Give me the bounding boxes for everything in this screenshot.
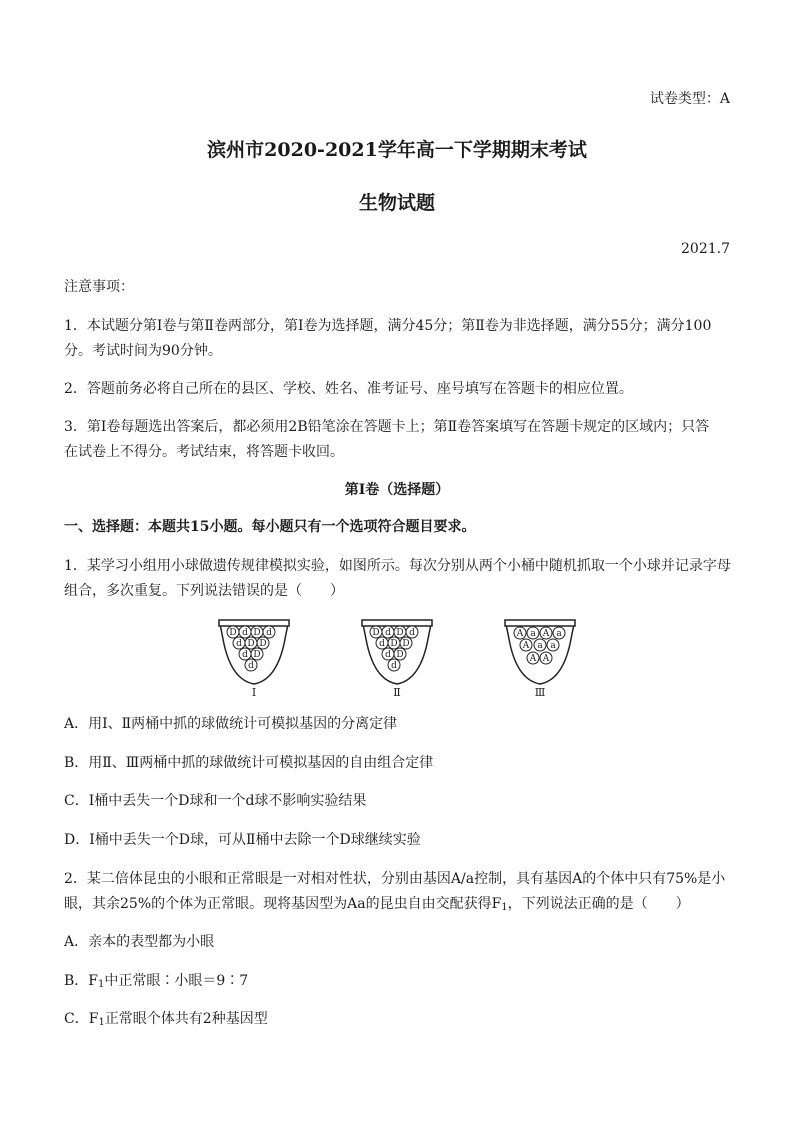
question-2-option-b-post: 中正常眼∶小眼＝9∶7: [104, 973, 249, 989]
note-1-line-2: 分。考试时间为90分钟。: [64, 343, 222, 359]
question-1-option-c: C．Ⅰ桶中丢失一个D球和一个d球不影响实验结果: [64, 793, 367, 809]
exam-date: 2021.7: [681, 241, 730, 257]
ball-label-1-7: D: [259, 639, 267, 649]
ball-label-1-10: d: [248, 661, 254, 671]
question-2-option-b-pre: B．F: [64, 973, 99, 989]
ball-label-1-8: d: [242, 650, 248, 660]
notes-heading: 注意事项：: [64, 279, 134, 295]
question-2-stem-line-2: [64, 893, 690, 915]
question-2-option-c-post: 正常眼个体共有2种基因型: [104, 1011, 268, 1027]
ball-label-1-5: d: [236, 639, 242, 649]
question-2-stem-line-1: 2．某二倍体昆虫的小眼和正常眼是一对相对性状，分别由基因A/a控制，具有基因A的个体中只有75%是小: [64, 871, 726, 887]
bucket-3-label: Ⅲ: [534, 686, 546, 698]
note-1-line-1: 1．本试题分第Ⅰ卷与第Ⅱ卷两部分，第Ⅰ卷为选择题，满分45分；第Ⅱ卷为非选择题，满分55分；满分100: [64, 318, 712, 334]
bucket-3: [505, 620, 575, 698]
ball-label-2-7: D: [402, 639, 410, 649]
question-2-option-c: [64, 1008, 268, 1030]
bucket-figure: [0, 616, 794, 698]
ball-label-2-5: d: [379, 639, 385, 649]
question-1-stem-line-1: 1．某学习小组用小球做遗传规律模拟实验，如图所示。每次分别从两个小桶中随机抓取一个小球并记录字母: [64, 558, 731, 574]
ball-label-3-2: a: [530, 629, 536, 639]
section-instruction: 一、选择题：本题共15小题。每小题只有一个选项符合题目要求。: [64, 519, 476, 535]
ball-label-2-9: D: [396, 650, 404, 660]
ball-label-2-2: d: [385, 628, 391, 638]
ball-label-2-10: d: [391, 661, 397, 671]
question-1-stem-line-2: 组合，多次重复。下列说法错误的是（ ）: [64, 583, 344, 599]
question-2-stem-subscript: 1: [501, 902, 508, 913]
ball-label-1-1: D: [229, 628, 237, 638]
ball-label-2-4: d: [409, 628, 415, 638]
ball-label-3-7: a: [550, 641, 556, 651]
question-2-option-b: [64, 970, 248, 992]
note-3-line-2: 在试卷上不得分。考试结束，将答题卡收回。: [64, 444, 344, 460]
note-3-line-1: 3．第Ⅰ卷每题选出答案后，都必须用2B铅笔涂在答题卡上；第Ⅱ卷答案填写在答题卡规定的区域内；只答: [64, 419, 710, 435]
ball-label-3-9: A: [542, 654, 550, 664]
ball-label-1-3: D: [253, 628, 261, 638]
paper-type-label: 试卷类型：A: [649, 91, 730, 107]
bucket-2: [362, 620, 432, 698]
ball-label-3-8: A: [529, 654, 537, 664]
ball-label-3-4: a: [556, 629, 562, 639]
ball-label-2-3: D: [396, 628, 404, 638]
question-1-option-d: D．Ⅰ桶中丢失一个D球，可从Ⅱ桶中去除一个D球继续实验: [64, 832, 421, 848]
ball-label-2-8: d: [385, 650, 391, 660]
note-2: 2．答题前务必将自己所在的县区、学校、姓名、准考证号、座号填写在答题卡的相应位置。: [64, 381, 633, 397]
question-1-option-b: B．用Ⅱ、Ⅲ两桶中抓的球做统计可模拟基因的自由组合定律: [64, 755, 434, 771]
ball-label-2-6: D: [390, 639, 398, 649]
ball-label-2-1: D: [372, 628, 380, 638]
bucket-1: [219, 620, 289, 698]
ball-label-1-2: d: [242, 628, 248, 638]
ball-label-1-4: d: [266, 628, 272, 638]
ball-label-3-5: A: [522, 641, 530, 651]
question-2-stem-line-2-pre: 眼，其余25%的个体为正常眼。现将基因型为Aa的昆虫自由交配获得F: [64, 896, 502, 912]
question-2-option-a: A．亲本的表型都为小眼: [64, 934, 215, 950]
ball-label-3-6: a: [537, 641, 543, 651]
exam-title: 滨州市2020-2021学年高一下学期期末考试: [207, 139, 587, 161]
bucket-1-label: Ⅰ: [251, 686, 257, 698]
ball-label-1-6: D: [247, 639, 255, 649]
ball-label-3-3: A: [542, 629, 550, 639]
question-1-option-a: A．用Ⅰ、Ⅱ两桶中抓的球做统计可模拟基因的分离定律: [64, 716, 398, 732]
section-title: 第Ⅰ卷（选择题）: [344, 482, 450, 498]
question-2-option-c-pre: C．F: [64, 1011, 99, 1027]
ball-label-3-1: A: [516, 629, 524, 639]
ball-label-1-9: D: [253, 650, 261, 660]
question-2-stem-line-2-post: ，下列说法正确的是（ ）: [507, 896, 690, 912]
bucket-2-label: Ⅱ: [393, 686, 401, 698]
question-2-option-b-subscript: 1: [98, 979, 105, 990]
exam-subtitle: 生物试题: [358, 192, 435, 214]
question-2-option-c-subscript: 1: [98, 1017, 105, 1028]
bucket-figure-svg: [0, 616, 794, 698]
